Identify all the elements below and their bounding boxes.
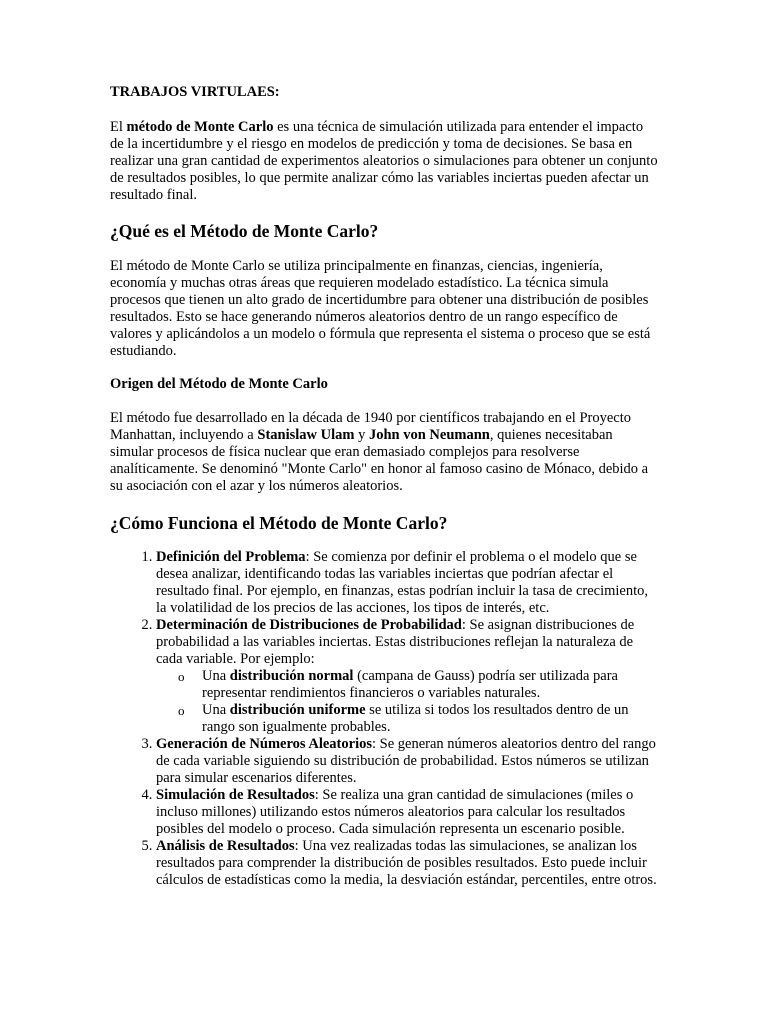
section-what-is-title: ¿Qué es el Método de Monte Carlo? bbox=[110, 221, 379, 241]
sub-2-post: se utiliza si todos los resultados dentro de un rango son igualmente probables. bbox=[202, 702, 629, 735]
document-page bbox=[110, 84, 658, 889]
distribution-sublist bbox=[156, 668, 658, 736]
step-2-text: : Se asignan distribuciones de probabilidad a las variables inciertas. Estas distribuciones reflejan la naturaleza de cada variable. Por ejemplo: bbox=[156, 617, 635, 667]
list-item bbox=[156, 617, 658, 736]
origin-paragraph bbox=[110, 410, 658, 495]
origin-text-2: y bbox=[354, 427, 369, 443]
step-3-text: : Se generan números aleatorios dentro del rango de cada variable siguiendo su distribución de probabilidad. Estos números se utilizan para simular escenarios diferentes. bbox=[156, 736, 656, 786]
step-1-text: : Se comienza por definir el problema o el modelo que se desea analizar, identificando todas las variables inciertas que podrían afectar el resultado final. Por ejemplo, en finanzas, estas podrían incluir la tasa de crecimiento, la volatilidad de los precios de las acciones, los tipos de interés, etc. bbox=[156, 549, 649, 616]
list-item bbox=[156, 787, 658, 838]
list-item bbox=[202, 668, 658, 702]
origin-text-1: El método fue desarrollado en la década de 1940 por científicos trabajando en el Proyecto Manhattan, incluyendo a bbox=[110, 410, 631, 443]
list-item bbox=[202, 702, 658, 736]
intro-post: es una técnica de simulación utilizada para entender el impacto de la incertidumbre y el riesgo en modelos de predicción y toma de decisiones. Se basa en realizar una gran cantidad de experimentos aleatorios o simulaciones para obtener un conjunto de resultados posibles, lo que permite analizar cómo las variables inciertas pueden afectar un resultado final. bbox=[110, 119, 658, 203]
document-heading: TRABAJOS VIRTULAES: bbox=[110, 84, 280, 100]
step-1-label: Definición del Problema bbox=[156, 549, 306, 565]
sub-1-post: (campana de Gauss) podría ser utilizada para representar rendimientos financieros o variables naturales. bbox=[202, 668, 618, 701]
step-4-label: Simulación de Resultados bbox=[156, 787, 315, 803]
origin-text-3: , quienes necesitaban simular procesos de física nuclear que eran demasiado complejos para resolverse analíticamente. Se denominó "Monte Carlo" en honor al famoso casino de Mónaco, debido a su asociación con el azar y los números aleatorios. bbox=[110, 427, 649, 494]
sub-2-bold: distribución uniforme bbox=[229, 702, 366, 718]
origin-name-neumann: John von Neumann bbox=[368, 427, 490, 443]
sub-1-pre: Una bbox=[202, 668, 230, 684]
origin-name-ulam: Stanislaw Ulam bbox=[257, 427, 355, 443]
origin-title: Origen del Método de Monte Carlo bbox=[110, 376, 328, 392]
section-what-is-paragraph: El método de Monte Carlo se utiliza principalmente en finanzas, ciencias, ingeniería, economía y muchas otras áreas que requieren modelado estadístico. La técnica simula procesos que tienen un alto grado de incertidumbre para obtener una distribución de posibles resultados. Esto se hace generando números aleatorios dentro de un rango específico de valores y aplicándolos a un modelo o fórmula que representa el sistema o proceso que se está estudiando. bbox=[110, 258, 651, 359]
step-4-text: : Se realiza una gran cantidad de simulaciones (miles o incluso millones) utilizando estos números aleatorios para calcular los resultados posibles del modelo o proceso. Cada simulación representa un escenario posible. bbox=[156, 787, 634, 837]
steps-list bbox=[110, 549, 658, 889]
sub-1-bold: distribución normal bbox=[229, 668, 354, 684]
list-item bbox=[156, 736, 658, 787]
intro-paragraph bbox=[110, 119, 658, 204]
list-item bbox=[156, 549, 658, 617]
sub-2-pre: Una bbox=[202, 702, 230, 718]
step-2-label: Determinación de Distribuciones de Probabilidad bbox=[156, 617, 462, 633]
list-item bbox=[156, 838, 658, 889]
intro-pre: El bbox=[110, 119, 127, 135]
step-3-label: Generación de Números Aleatorios bbox=[156, 736, 372, 752]
section-how-title: ¿Cómo Funciona el Método de Monte Carlo? bbox=[110, 513, 448, 533]
intro-bold-term: método de Monte Carlo bbox=[126, 119, 274, 135]
step-5-text: : Una vez realizadas todas las simulaciones, se analizan los resultados para comprender la distribución de posibles resultados. Esto puede incluir cálculos de estadísticas como la media, la desviación estándar, percentiles, entre otros. bbox=[156, 838, 657, 888]
step-5-label: Análisis de Resultados bbox=[156, 838, 295, 854]
